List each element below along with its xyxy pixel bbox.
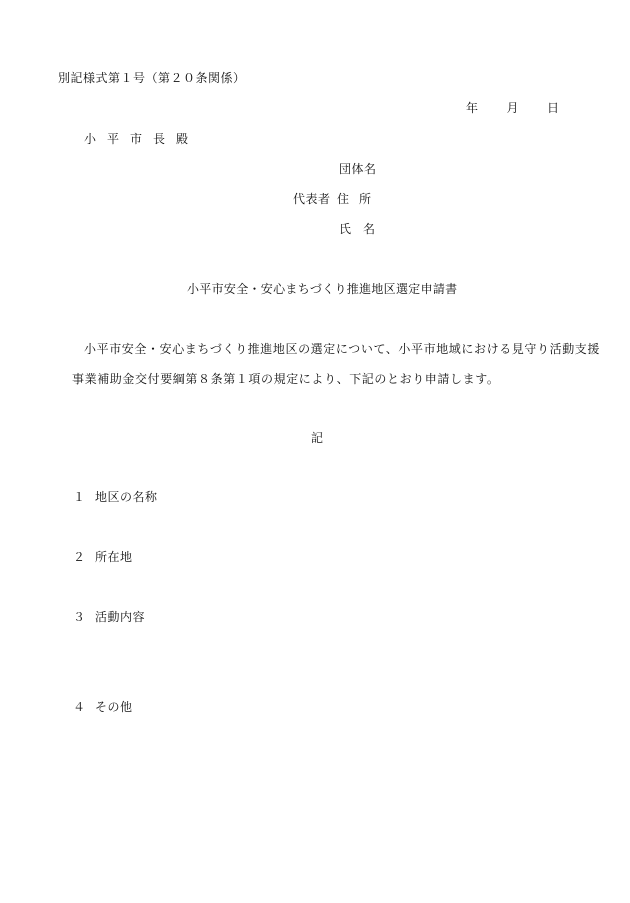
ki-heading: 記 [311, 431, 324, 445]
address-label: 住所 [337, 192, 382, 206]
list-item [73, 701, 133, 713]
form-number: 別記様式第１号（第２０条関係） [58, 71, 246, 85]
body-text-line-2: 事業補助金交付要綱第８条第１項の規定により、下記のとおり申請します。 [72, 372, 500, 386]
item-label: 活動内容 [95, 610, 146, 624]
date-year-label: 年 [466, 101, 479, 115]
item-number: ３ [73, 610, 86, 624]
list-item [73, 611, 145, 623]
item-label: その他 [95, 700, 133, 714]
list-item [73, 491, 158, 503]
item-label: 所在地 [95, 550, 133, 564]
org-name-label: 団体名 [339, 162, 377, 176]
item-label: 地区の名称 [95, 490, 158, 504]
item-number: ４ [73, 700, 86, 714]
body-text-line-1: 小平市安全・安心まちづくり推進地区の選定について、小平市地域における見守り活動支援 [84, 342, 601, 356]
item-number: １ [73, 490, 86, 504]
document-title: 小平市安全・安心まちづくり推進地区選定申請書 [187, 282, 458, 296]
representative-label: 代表者 [293, 192, 331, 206]
date-day-label: 日 [547, 101, 560, 115]
item-number: ２ [73, 550, 86, 564]
name-label: 氏名 [339, 222, 388, 236]
list-item [73, 551, 133, 563]
date-line [466, 102, 560, 114]
date-month-label: 月 [506, 101, 520, 115]
addressee: 小平市長殿 [84, 132, 200, 146]
